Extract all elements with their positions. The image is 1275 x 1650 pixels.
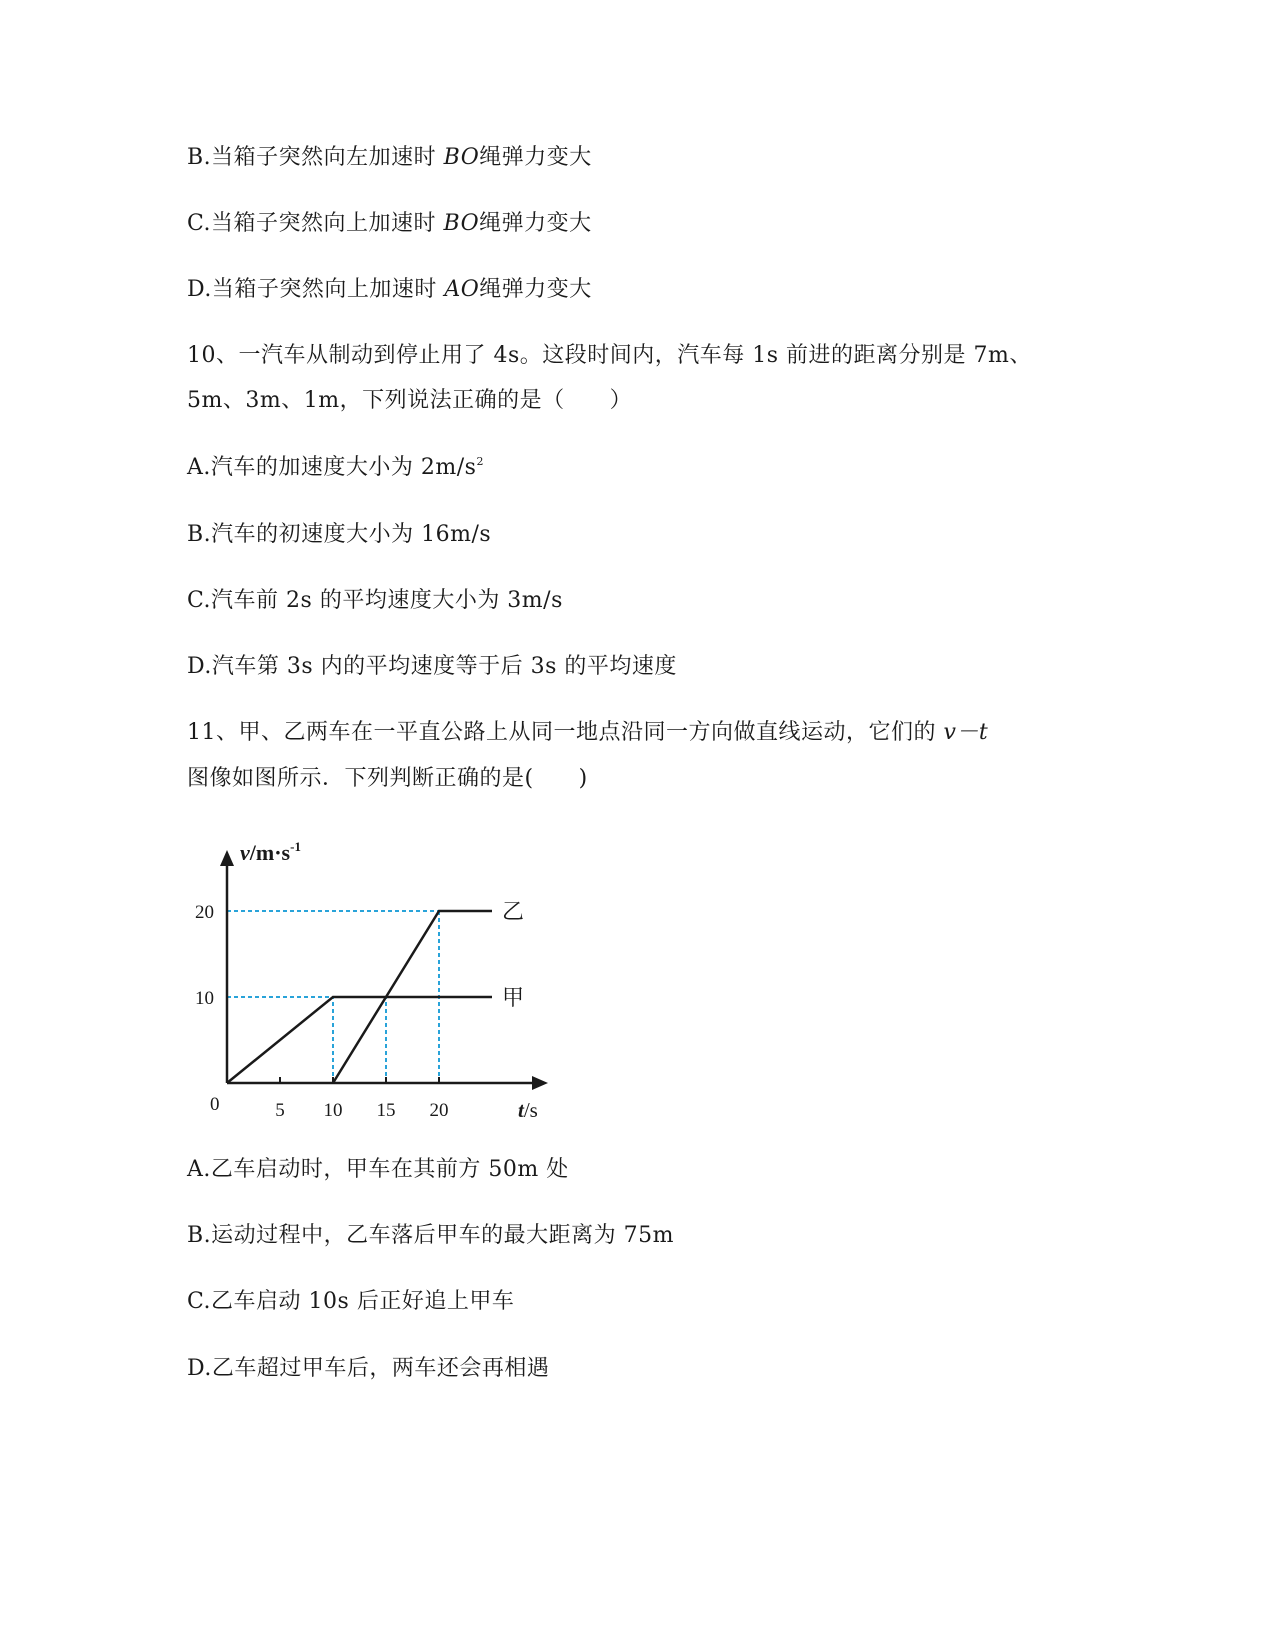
chart-labels: [210, 839, 538, 1122]
q10-option-a: [187, 453, 484, 483]
series-label-yi: 乙: [502, 899, 525, 924]
y-axis-arrow: [220, 850, 234, 866]
x-axis-label-unit: /s: [523, 1098, 538, 1122]
q11-option-c: C.乙车启动 10s 后正好追上甲车: [187, 1289, 515, 1314]
q10-stem-line1: 10、一汽车从制动到停止用了 4s。这段时间内，汽车每 1s 前进的距离分别是 7m、: [187, 343, 1032, 368]
chart-ticks: [195, 902, 449, 1121]
q11-stem-line1-text: 11、甲、乙两车在一平直公路上从同一地点沿同一方向做直线运动，它们的: [187, 720, 944, 745]
q10-stem-line2: 5m、3m、1m，下列说法正确的是（ ）: [187, 388, 633, 413]
q9-option-d-pre: D.当箱子突然向上加速时: [187, 277, 445, 302]
q9-option-c-var: BO: [443, 211, 480, 236]
y-tick-label-10: 10: [195, 988, 214, 1009]
q10-option-c: C.汽车前 2s 的平均速度大小为 3m/s: [187, 588, 563, 613]
chart-axes: [220, 850, 548, 1090]
q9-option-b: [187, 143, 592, 173]
q9-option-d: [187, 275, 592, 305]
x-tick-label-20: 20: [429, 1100, 449, 1121]
q10-option-a-text: A.汽车的加速度大小为 2m/s: [187, 455, 477, 480]
origin-label: 0: [210, 1094, 220, 1115]
series-label-jia: 甲: [502, 985, 525, 1010]
q11-option-a: A.乙车启动时，甲车在其前方 50m 处: [187, 1157, 569, 1182]
q9-option-d-var: AO: [444, 277, 480, 302]
y-axis-label-var: v: [240, 840, 250, 865]
x-tick-label-5: 5: [275, 1100, 285, 1121]
x-tick-label-10: 10: [323, 1100, 343, 1121]
y-axis-label-unit: /m·s: [249, 840, 291, 865]
q10-option-d: D.汽车第 3s 内的平均速度等于后 3s 的平均速度: [187, 654, 677, 679]
chart-series: [227, 899, 524, 1083]
q11-stem-line1: [187, 718, 988, 748]
y-axis-label-exp: -1: [290, 839, 301, 854]
x-axis-label: [518, 1098, 538, 1122]
x-tick-label-15: 15: [376, 1100, 396, 1121]
q9-option-c-post: 绳弹力变大: [479, 211, 592, 236]
q9-option-c-pre: C.当箱子突然向上加速时: [187, 211, 444, 236]
q11-option-d: D.乙车超过甲车后，两车还会再相遇: [187, 1356, 550, 1381]
y-axis-label: [240, 839, 301, 865]
x-axis-arrow: [532, 1076, 548, 1090]
q9-option-c: [187, 209, 592, 239]
y-tick-label-20: 20: [195, 902, 214, 923]
q11-option-b: B.运动过程中，乙车落后甲车的最大距离为 75m: [187, 1223, 675, 1248]
q9-option-b-pre: B.当箱子突然向左加速时: [187, 145, 444, 170]
x-axis-label-var: t: [518, 1098, 524, 1122]
q9-option-b-post: 绳弹力变大: [479, 145, 592, 170]
q11-stem-line2: 图像如图所示．下列判断正确的是( ): [187, 766, 588, 791]
q9-option-d-post: 绳弹力变大: [479, 277, 592, 302]
q9-option-b-var: BO: [443, 145, 480, 170]
q10-option-b: B.汽车的初速度大小为 16m/s: [187, 522, 492, 547]
q10-option-a-exponent: 2: [476, 455, 484, 468]
q11-stem-var: v－t: [943, 720, 989, 745]
